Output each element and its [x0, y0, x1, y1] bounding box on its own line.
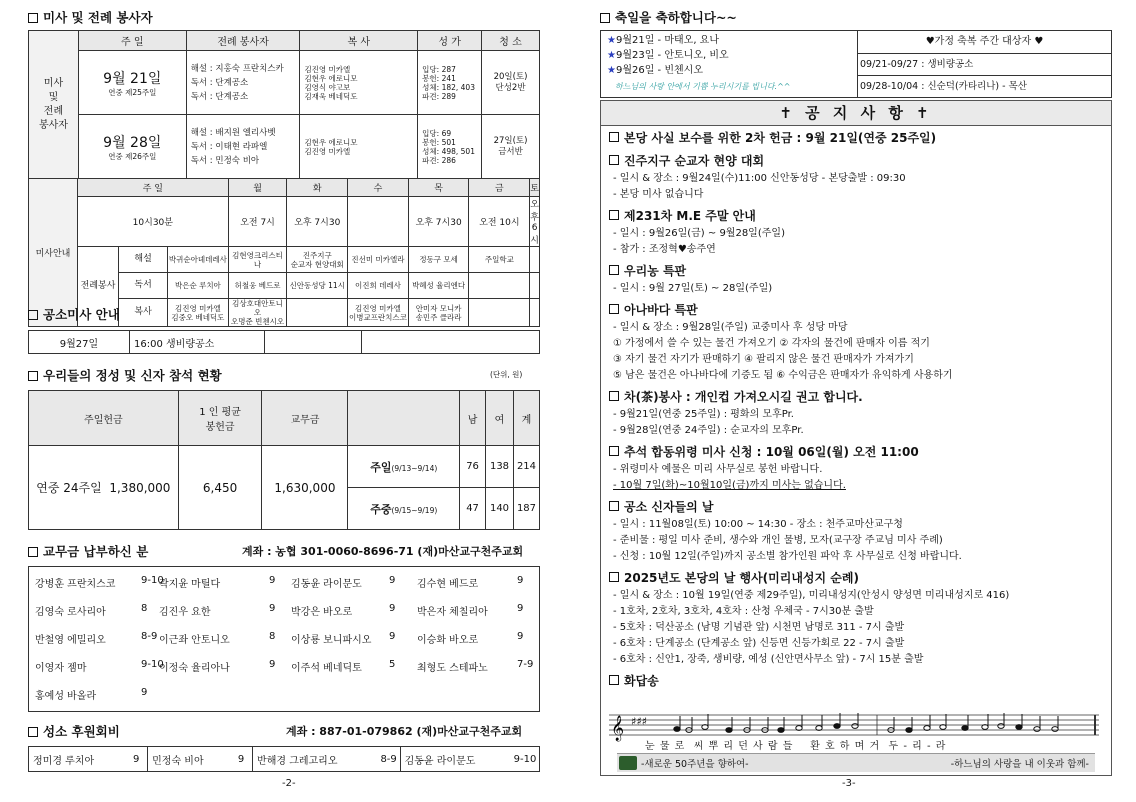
- notice-line: - 일시 & 장소 : 9월24일(수)11:00 신안동성당 - 본당출발 : 09:30: [613, 173, 906, 184]
- dues-payer-name: 김수현 베드로: [417, 579, 479, 590]
- dues-payer-name: 반철영 에밀리오: [35, 635, 106, 646]
- notice-line: - 참가 : 조정혁♥송주연: [613, 244, 716, 255]
- gongso-table: 9월27일 16:00 생비량공소: [28, 330, 540, 354]
- notice-line: - 위령미사 예물은 미리 사무실로 봉헌 바랍니다.: [613, 464, 823, 475]
- mass-row-1: 9월 21일 연중 제25주일 해설 : 지홍숙 프란치스카 독서 : 단계공소 독서 : 단계공소 김진영 미카엘 김현우 에로니모 김영식 야고보 김재욱 베네딕도 입당: 287 봉헌: 241 성체: 182, 403 파견: 289 20일(토) 단성2반: [29, 51, 540, 115]
- dues-payer-months: 9-10: [141, 659, 164, 670]
- key-signature-icon: ♯♯♯: [631, 715, 647, 728]
- mass-row-2: 9월 28일 연중 제26주일 해설 : 배지원 엘리사벳 독서 : 이태현 라파엘 독서 : 민정숙 비아 김현우 에로니모 김진영 미카엘 입당: 69 봉헌: 501 성체: 498, 501 파견: 286 27일(토) 금서반: [29, 115, 540, 179]
- notice-heading: 차(茶)봉사 : 개인컵 가져오시길 권고 합니다.: [609, 388, 863, 405]
- notice-heading: 진주지구 순교자 현양 대회: [609, 152, 764, 169]
- gongso-title: 공소미사 안내: [28, 305, 120, 323]
- mass-guide-table: 미사안내 주 일 월 화 수 목 금 토 10시30분 오전 7시 오후 7시30 오후 7시30 오전 10시 오후 6시 전례봉사 해설 박귀순아녜데레사 김현영크리스티나 진주지구 순교자 현양대회 진선미 미카엘라 정동구 모세 주일학교 독서 박은순 루치아 허철웅 베드로 신안동성당 11시 이진희 데레사 박혜성 율리엔다 복사 김진영 미카엘 김중오 베네딕도 김상호대안토니오 오명준 빈첸시오 김진영 미카엘 이병교프란치스코 안미자 모니카 송민주 클라라: [28, 178, 540, 327]
- treble-clef-icon: 𝄞: [611, 716, 625, 741]
- mass-section-title: 미사 및 전례 봉사자: [28, 8, 153, 26]
- dues-payer-months: 9-10: [141, 575, 164, 586]
- mass-ministry-table: 미사 및 전례 봉사자 주 일 전례 봉사자 복 사 성 가 청 소 9월 21일 연중 제25주일 해설 : 지홍숙 프란치스카 독서 : 단계공소 독서 : 단계공소 김진영 미카엘 김현우 에로니모 김영식 야고보 김재욱 베네딕도 입당: 287 봉헌: 241 성체: 182, 403 파견: 289 20일(토) 단성2반 9월 28일 연중 제26주일 해설 : 배지원 엘리사벳 독서 : 이태현 라파엘 독서 : 민정숙 비아 김현우 에로니모 김진영 미카엘 입당: 69 봉헌: 501 성체: 498, 501 파견: 286 27일(토) 금서반: [28, 30, 540, 179]
- dues-payer-months: 9: [517, 575, 524, 586]
- offering-table: 주일헌금 1 인 평균 봉헌금 교무금 남 여 계 연중 24주일 1,380,000 6,450 1,630,000 주일(9/13~9/14) 76 138 214 주중(9/15~9/19) 47 140 187: [28, 390, 540, 530]
- notice-line: ③ 자기 물건 자기가 판매하기 ④ 팔리지 않은 물건 판매자가 가져가기: [613, 354, 914, 365]
- notice-line: - 일시 : 9월26일(금) ~ 9월28일(주일): [613, 228, 785, 239]
- dues-payer-name: 최형도 스테파노: [417, 663, 488, 674]
- notice-heading: 추석 합동위령 미사 신청 : 10월 06일(월) 오전 11:00: [609, 443, 919, 460]
- notice-heading: 아나바다 특판: [609, 301, 698, 318]
- hymn-note: [1016, 725, 1022, 730]
- hymn-note: [726, 728, 732, 733]
- dues-payer-name: 홍예성 바올라: [35, 691, 97, 702]
- notice-line: ① 가정에서 쓸 수 있는 물건 가져오기 ② 각자의 물건에 판매자 이름 적기: [613, 338, 930, 349]
- dues-payer-name: 박강은 바오로: [291, 607, 353, 618]
- notice-line: ⑤ 남은 물건은 아나바다에 기증도 됨 ⑥ 수익금은 판매자가 유익하게 사용하기: [613, 370, 953, 381]
- hymn-note: [834, 724, 840, 729]
- hymn-lyrics: 눈 물 로 씨 뿌 리 던 사 람 들 환 호 하 며 거 두 - 리 - 라: [645, 741, 947, 752]
- dues-payer-months: 8: [141, 603, 148, 614]
- footer-bar: -새로운 50주년을 향하여- -하느님의 사랑을 내 이웃과 함께-: [617, 753, 1095, 772]
- notice-line: - 일시 : 9월 27일(토) ~ 28일(주일): [613, 283, 773, 294]
- notice-line: - 9월21일(연중 25주일) : 평화의 모후Pr.: [613, 409, 794, 420]
- hymn-note: [674, 727, 680, 732]
- dues-payer-name: 박은자 체칠리아: [417, 607, 488, 618]
- notice-heading: 공소 신자들의 날: [609, 498, 714, 515]
- hymn-note: [1034, 727, 1040, 732]
- dues-payer-name: 이주석 베네딕토: [291, 663, 362, 674]
- dues-title: 교무금 납부하신 분: [28, 542, 148, 560]
- dues-payer-name: 김동윤 라이문도: [291, 579, 362, 590]
- dues-payer-name: 이근좌 안토니오: [159, 635, 230, 646]
- hymn-note: [778, 728, 784, 733]
- notice-heading: 제231차 M.E 주말 안내: [609, 207, 756, 224]
- notice-heading: 본당 사실 보수를 위한 2차 헌금 : 9월 21일(연중 25주일): [609, 129, 936, 146]
- notice-line: - 본당 미사 없습니다: [613, 189, 704, 200]
- hymn-note: [962, 726, 968, 731]
- hymn-note: [998, 724, 1004, 729]
- dues-payer-months: 9: [389, 575, 396, 586]
- notice-heading: 우리농 특판: [609, 262, 686, 279]
- notice-box: [600, 100, 1112, 776]
- notice-line: - 일시 & 장소 : 9월28일(주일) 교중미사 후 성당 마당: [613, 322, 848, 333]
- dues-payer-name: 이정숙 율리아나: [159, 663, 230, 674]
- dues-payer-months: 8-9: [141, 631, 158, 642]
- offering-title: 우리들의 정성 및 신자 참석 현황: [28, 366, 222, 384]
- celebrate-box: ★9월21일 - 마태오, 요나 ★9월23일 - 안토니오, 비오 ★9월26일 - 빈첸시오 하느님의 사랑 안에서 기쁨 누리시기를 빕니다.^^ ♥가정 축복 주간 대상자 ♥ 09/21-09/27 : 생비량공소 09/28-10/04 : 신순덕(카타리나) - 목산: [600, 30, 1112, 98]
- notice-line: - 6호차 : 신안1, 장죽, 생비량, 예성 (신안면사무소 앞) - 7시 15분 출발: [613, 654, 924, 665]
- notice-line: - 5호차 : 덕산공소 (남명 기념관 앞) 시천면 남명로 311 - 7시 출발: [613, 622, 905, 633]
- hymn-note: [1052, 727, 1058, 732]
- notice-line: - 준비물 : 평일 미사 준비, 생수와 개인 물병, 모자(교구장 주교님 미사 주례): [613, 535, 943, 546]
- dues-payer-months: 9: [141, 687, 148, 698]
- dues-payer-months: 9: [269, 575, 276, 586]
- dues-payer-months: 8: [269, 631, 276, 642]
- dues-payer-name: 이승화 바오로: [417, 635, 479, 646]
- dues-payer-months: 7-9: [517, 659, 534, 670]
- notice-line: - 10월 7일(화)~10월10일(금)까지 미사는 없습니다.: [613, 480, 846, 491]
- dues-payer-name: 이상룡 보니파시오: [291, 635, 372, 646]
- parish-logo-icon: [619, 756, 637, 770]
- dues-payer-name: 김진우 요한: [159, 607, 211, 618]
- page-number-right: -3-: [842, 778, 856, 789]
- notice-heading: 화답송: [609, 672, 659, 689]
- page-number-left: -2-: [282, 778, 296, 789]
- hymn-note: [852, 724, 858, 729]
- hymn-note: [906, 728, 912, 733]
- dues-payer-name: 강병훈 프란치스코: [35, 579, 116, 590]
- dues-payer-name: 이영자 젬마: [35, 663, 87, 674]
- notice-title: ✝ 공 지 사 항 ✝: [601, 101, 1111, 126]
- dues-payer-months: 9: [269, 603, 276, 614]
- dues-payer-months: 5: [389, 659, 396, 670]
- notice-line: - 6호차 : 단계공소 (단계공소 앞) 신등면 신등가회로 22 - 7시 출발: [613, 638, 905, 649]
- dues-payer-name: 김영숙 로사리아: [35, 607, 106, 618]
- mass-row-label: 미사 및 전례 봉사자: [29, 31, 79, 179]
- dues-list: [28, 566, 540, 712]
- notice-line: - 1호차, 2호차, 3호차, 4호차 : 산청 우체국 - 7시30분 출발: [613, 606, 874, 617]
- sponsor-table: 정미경 루치아 9 민정숙 비아 9 반해경 그레고리오 8-9 김동윤 라이문도 9-10: [28, 746, 540, 772]
- notice-line: - 신청 : 10월 12일(주일)까지 공소별 참가인원 파악 후 사무실로 신청 바랍니다.: [613, 551, 962, 562]
- dues-payer-months: 9: [389, 631, 396, 642]
- notice-line: - 일시 & 장소 : 10월 19일(연중 제29주일), 미리내성지(안성시 양성면 미리내성지로 416): [613, 590, 1010, 601]
- notice-line: - 일시 : 11월08일(토) 10:00 ~ 14:30 - 장소 : 천주교마산교구청: [613, 519, 903, 530]
- dues-payer-months: 9: [517, 631, 524, 642]
- dues-payer-months: 9: [517, 603, 524, 614]
- dues-payer-months: 9: [389, 603, 396, 614]
- notice-line: - 9월28일(연중 24주일) : 순교자의 모후Pr.: [613, 425, 804, 436]
- sponsor-title: 성소 후원회비: [28, 722, 120, 740]
- notice-heading: 2025년도 본당의 날 행사(미리내성지 순례): [609, 569, 859, 586]
- dues-payer-name: 곽지윤 마틸다: [159, 579, 221, 590]
- dues-payer-months: 9: [269, 659, 276, 670]
- celebrate-title: 축일을 축하합니다~~: [600, 8, 737, 26]
